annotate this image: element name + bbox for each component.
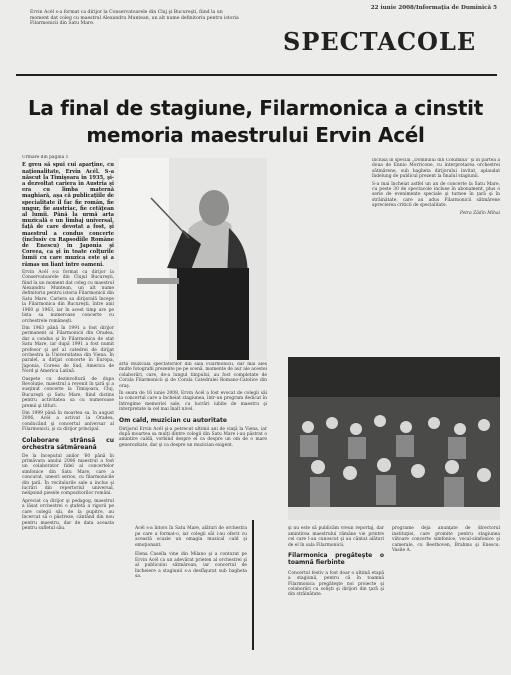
lead-paragraph: E greu să spui cui aparţine, cu naţionalitate, Ervin Acél. S-a născut la Timişoara în 1935, şi-a dezvoltat cariera în Austria şi era cu limba maternă maghiară, aşa că publicaţiile de specialitate îl fac fie român, fie ungur, fie austriac, fie cetăţean al lumii. Până la urmă arta muzicală e un limbaj universal, faţă de care devotat a fost, şi maestrul a condus concerte (inclusiv cu Rapsodiile Române de Enescu) în Japonia şi Coreea, ca şi în toate colţurile lumii cu care muzica este şi a rămas un liant între oameni. xyxy=(22,162,114,268)
subheading: Om cald, muzician cu autoritate xyxy=(119,416,227,424)
paragraph: şi nu este să publicăm vreun reportaj, dar amintirea maestrului rămâne vie printre cei care l-au cunoscut şi au cântat alături de el în sala Filarmonicii. xyxy=(288,526,384,548)
paragraph: Dirijorul Ervin Acél şi-a petrecut ultimii ani de viaţă la Viena, iar după moartea sa mulţi dintre colegii din Satu Mare i-au păstrat o amintire caldă, vorbind despre el ca despre un om de o mare generozitate, dar şi ca despre un muzician exigent. xyxy=(119,426,267,448)
paragraph: programe deja anunţate de directorul instituţiei, care promite pentru stagiunea viitoare concerte simfonice, vocal-simfonice şi camerale, cu Beethoven, Brahms şi Enescu. Vasile A. xyxy=(392,526,500,554)
paragraph: Din 1999 până în moartea sa, în august 2006, Acél a activat la Oradea, conducând şi concertul aniversar al Filarmonicii, şi ca dirijor principal. xyxy=(22,411,114,433)
signature: Petra Zădin Mihai xyxy=(459,210,500,216)
paragraph: Oaspete cu dezinvoltură de dupa Revoluţie, maestrul a revenit în ţară şi a susţinut concerte la Timişoara, Cluj, Bucureşti şi Satu Mare, fiind distins pentru activitatea sa cu numeroase premii şi titluri. xyxy=(22,376,114,409)
paragraph: În seara de 16 iunie 2008, Ervin Acél a fost evocat de colegii săi la concertul care a încheiat stagiunea, într-un program dedicat în întregime memoriei sale, cu lucrări iubite de maestru şi interpretate la cel mai înalt nivel. xyxy=(119,391,267,413)
column-1 xyxy=(22,155,114,665)
paragraph: De la începutul anilor '60 până în primăvara anului 2006 maestrul a fost un colaborator fidel al concertelor simfonice din Satu Mare, care a concurat, uneori serios, cu filarmonicile din ţară. În recitalurile sale a inclus şi lucrări din repertoriul universal, nelipsind piesele compozitorilor români. xyxy=(22,453,114,497)
paragraph: Acél s-a întors în Satu Mare, alături de orchestra pe care a format-o, iar colegii săi i-au oferit cu această ocazie un omagiu muzical cald şi emoţionant. xyxy=(135,526,247,548)
column-3 xyxy=(372,158,500,353)
intro-text: Ervin Acél s-a format ca dirijor la Conservatoarele din Cluj şi Bucureşti, fiind la un moment dat coleg cu maestrul Alexandru Muntean, un alt nume definitoriu pentru istoria Filarmonicii din Satu Mare. xyxy=(30,10,239,27)
paragraph: Apreciat ca dirijor şi pedagog, maestrul a lăsat orchestrei o ştafetă a rigorii pe care colegii săi, de la pupitre, au încercat să o păstreze, cântând din nou pentru maestru, dar de data aceasta pentru sufletul său. xyxy=(22,498,114,531)
subheading: Filarmonica pregăteşte o toamnă fierbinte xyxy=(288,552,384,567)
paragraph: Concertul festiv a fost doar o ultimă etapă a stagiunii, pentru că în toamnă Filarmonica pregăteşte noi proiecte şi colaborări cu solişti şi dirijori din ţară şi din străinătate. xyxy=(288,570,384,598)
headline-line-2: memoria maestrului Ervin Acél xyxy=(86,123,425,147)
headline xyxy=(20,95,491,149)
continuation-note: Urmare din pagina 1 xyxy=(22,155,69,160)
conductor-photo xyxy=(119,158,267,360)
bottom-column-1 xyxy=(135,522,247,662)
bottom-column-2 xyxy=(288,522,384,662)
headline-line-1: La final de stagiune, Filarmonica a cinstit xyxy=(27,96,483,120)
section-title: SPECTACOLE xyxy=(283,27,477,56)
paragraph: Elena Casella vine din Milano şi a conturat pe Ervin Acél ca un adevărat prieten al orchestrei şi al publicului sătmărean, iar concertul de încheiere a stagiunii s-a desfăşurat sub bagheta sa. xyxy=(135,552,247,580)
bottom-column-3 xyxy=(392,522,500,662)
header-rule xyxy=(16,74,497,76)
orchestra-photo xyxy=(288,357,500,520)
paragraph: Din 1963 până în 1991 a fost dirijor permanent al Filarmonicii din Oradea, dar a condus şi în Filarmonica de stat Satu Mare, iar după 1991 a fost numit profesor şi şef al catedrei de dirijat orchestra la Universitatea din Viena. În paralel, a dirijat concerte în Europa, Japonia, Coreea de Sud, America de Nord şi America Latină. xyxy=(22,325,114,375)
subheading: Colaborare strânsă cu orchestra sătmăreană xyxy=(22,436,114,451)
paragraph: Ervin Acél s-a format ca dirijor la Conservatoarele din Clujul Bucureşti, fiind la un moment dat coleg cu maestrul Alexandru Muntean, un alt nume definitoriu pentru istoria Filarmonicii din Satu Mare. Cariera sa dirijorală începe la Filarmonica din Bucureşti, între anii 1960 şi 1963, iar în acest timp are pe lista sa numeroase concerte cu orchestrele româneşti. xyxy=(22,269,114,324)
paragraph: arta muzicală spectatorilor din sala Filarmonicii, dar mai ales multe fotografii prezente pe pe scenă, momente de aur ale acestei colaborări, care, de-a lungul timpului, au fost completate de Corala Filarmonicii şi de Corala Catedralei Romano-Catolice din oraş. xyxy=(119,362,267,389)
paragraph: S-a mai încheiat astfel un an de concerte la Satu Mare, cu peste 30 de spectacole incluse în abonament, plus o serie de evenimente speciale şi turnee în ţară şi în străinătate, care au adus Filarmonicii sătmărene aprecierea criticii de specialitate. xyxy=(372,181,500,209)
paragraph: inclusă în special „Domnului din Columbia” şi în partea a doua de Ennio Morricone, cu interpretarea orchestrei sătmărene, sub bagheta dirijorului invitat, aplaudat îndelung de publicul prezent la finalul stagiunii. xyxy=(372,158,500,180)
column-divider xyxy=(252,520,254,650)
date-line: 22 iunie 2008/Informaţia de Duminică 5 xyxy=(370,5,497,11)
